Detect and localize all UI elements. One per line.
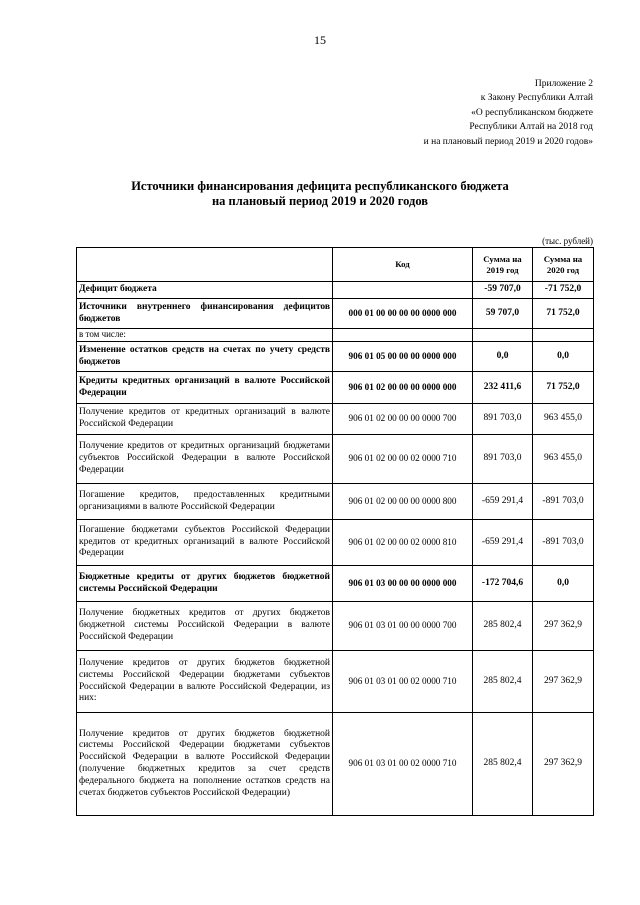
table-row <box>77 602 594 651</box>
row-sum-2020: -891 703,0 <box>533 520 594 566</box>
row-sum-2019: -659 291,4 <box>473 520 533 566</box>
table-row <box>77 342 594 372</box>
row-sum-2020: 71 752,0 <box>533 299 594 329</box>
title-line-1: Источники финансирования дефицита республиканского бюджета <box>131 179 509 193</box>
table-row <box>77 329 594 342</box>
table-row <box>77 566 594 602</box>
title-line-2: на плановый период 2019 и 2020 годов <box>211 194 429 208</box>
header-name <box>77 248 333 282</box>
row-sum-2020: 963 455,0 <box>533 404 594 435</box>
row-sum-2020: 963 455,0 <box>533 435 594 484</box>
row-name: Получение кредитов от других бюджетов бюджетной системы Российской Федерации бюджетами субъектов Российской Федерации в валюте Российской Федерации (получение бюджетных кредитов за счет средств федерального бюджета на пополнение остатков средств на счетах бюджетов субъектов Российской Федерации) <box>77 713 333 816</box>
header-code: Код <box>333 248 473 282</box>
row-sum-2019: -172 704,6 <box>473 566 533 602</box>
row-code: 906 01 02 00 00 00 0000 700 <box>333 404 473 435</box>
row-code: 906 01 02 00 00 00 0000 800 <box>333 484 473 520</box>
row-sum-2019: 891 703,0 <box>473 404 533 435</box>
table-header-row <box>77 248 594 282</box>
table-row <box>77 435 594 484</box>
table-row <box>77 282 594 299</box>
header-sum-2020: Сумма на 2020 год <box>533 248 594 282</box>
row-name: Кредиты кредитных организаций в валюте Российской Федерации <box>77 372 333 404</box>
row-name: Получение кредитов от кредитных организаций бюджетами субъектов Российской Федерации в валюте Российской Федерации <box>77 435 333 484</box>
row-code: 906 01 03 01 00 00 0000 700 <box>333 602 473 651</box>
row-name: в том числе: <box>77 329 333 342</box>
row-sum-2020 <box>533 329 594 342</box>
row-sum-2019 <box>473 329 533 342</box>
appendix-line: Республики Алтай на 2018 год <box>469 122 593 133</box>
row-code: 906 01 03 00 00 00 0000 000 <box>333 566 473 602</box>
row-sum-2019: 0,0 <box>473 342 533 372</box>
budget-table <box>76 247 594 816</box>
table-row <box>77 484 594 520</box>
row-code: 906 01 02 00 00 00 0000 000 <box>333 372 473 404</box>
row-code: 906 01 03 01 00 02 0000 710 <box>333 713 473 816</box>
row-sum-2020: 297 362,9 <box>533 651 594 713</box>
row-code <box>333 329 473 342</box>
row-name: Погашение кредитов, предоставленных кредитными организациями в валюте Российской Федерации <box>77 484 333 520</box>
row-sum-2020: 0,0 <box>533 342 594 372</box>
row-sum-2020: -71 752,0 <box>533 282 594 299</box>
row-sum-2019: 891 703,0 <box>473 435 533 484</box>
row-sum-2019: 285 802,4 <box>473 651 533 713</box>
row-code: 000 01 00 00 00 00 0000 000 <box>333 299 473 329</box>
page-number: 15 <box>314 33 326 47</box>
appendix-line: «О республиканском бюджете <box>471 107 593 118</box>
row-code: 906 01 05 00 00 00 0000 000 <box>333 342 473 372</box>
document-title <box>0 179 640 209</box>
row-sum-2019: 285 802,4 <box>473 602 533 651</box>
table-row <box>77 520 594 566</box>
row-name: Дефицит бюджета <box>77 282 333 299</box>
appendix-line: Приложение 2 <box>534 79 593 89</box>
row-sum-2020: 0,0 <box>533 566 594 602</box>
row-code: 906 01 02 00 00 02 0000 710 <box>333 435 473 484</box>
table-row <box>77 299 594 329</box>
appendix-reference <box>424 77 593 149</box>
row-name: Бюджетные кредиты от других бюджетов бюджетной системы Российской Федерации <box>77 566 333 602</box>
row-sum-2019: 285 802,4 <box>473 713 533 816</box>
row-sum-2019: -659 291,4 <box>473 484 533 520</box>
row-code: 906 01 02 00 00 02 0000 810 <box>333 520 473 566</box>
row-sum-2020: 297 362,9 <box>533 602 594 651</box>
unit-note: (тыс. рублей) <box>542 236 593 246</box>
table-row <box>77 372 594 404</box>
row-name: Изменение остатков средств на счетах по учету средств бюджетов <box>77 342 333 372</box>
row-name: Получение кредитов от кредитных организаций в валюте Российской Федерации <box>77 404 333 435</box>
table-row <box>77 404 594 435</box>
row-code: 906 01 03 01 00 02 0000 710 <box>333 651 473 713</box>
table-row <box>77 651 594 713</box>
appendix-line: и на плановый период 2019 и 2020 годов» <box>423 136 593 147</box>
row-sum-2019: -59 707,0 <box>473 282 533 299</box>
row-sum-2019: 59 707,0 <box>473 299 533 329</box>
row-name: Получение кредитов от других бюджетов бюджетной системы Российской Федерации бюджетами субъектов Российской Федерации в валюте Российской Федерации, из них: <box>77 651 333 713</box>
row-sum-2020: 71 752,0 <box>533 372 594 404</box>
row-name: Погашение бюджетами субъектов Российской Федерации кредитов от кредитных организаций в валюте Российской Федерации <box>77 520 333 566</box>
appendix-line: к Закону Республики Алтай <box>480 93 593 104</box>
row-sum-2020: -891 703,0 <box>533 484 594 520</box>
table-row <box>77 713 594 816</box>
row-name: Источники внутреннего финансирования дефицитов бюджетов <box>77 299 333 329</box>
row-sum-2019: 232 411,6 <box>473 372 533 404</box>
header-sum-2019: Сумма на 2019 год <box>473 248 533 282</box>
row-sum-2020: 297 362,9 <box>533 713 594 816</box>
row-code <box>333 282 473 299</box>
row-name: Получение бюджетных кредитов от других бюджетов бюджетной системы Российской Федерации в валюте Российской Федерации <box>77 602 333 651</box>
